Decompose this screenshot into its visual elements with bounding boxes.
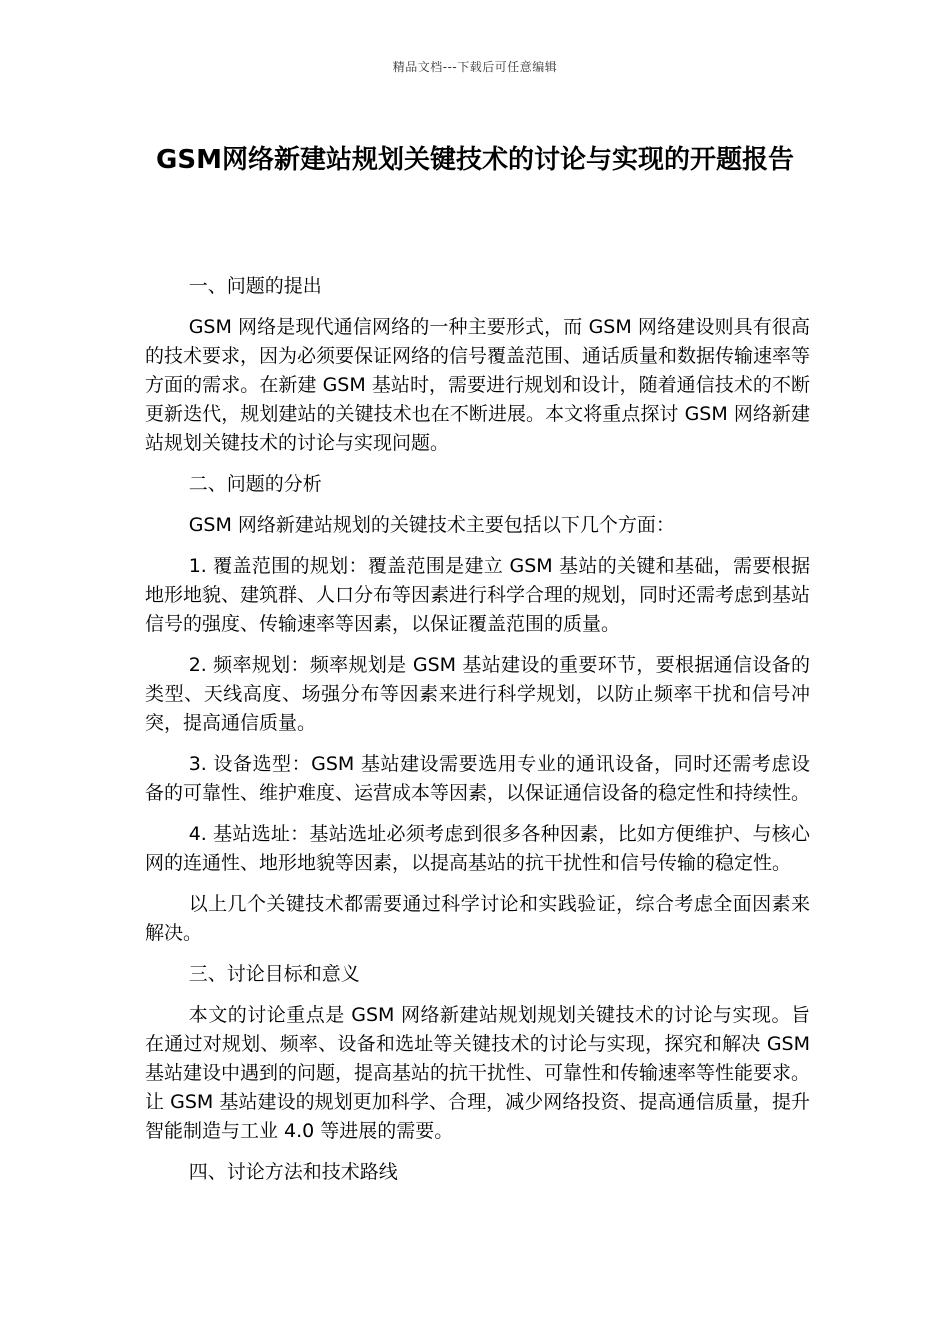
section-2-intro: GSM 网络新建站规划的关键技术主要包括以下几个方面： bbox=[188, 514, 675, 536]
section-heading-3: 三、讨论目标和意义 bbox=[188, 963, 360, 985]
section-2-item-4: 4. 基站选址：基站选址必须考虑到很多各种因素，比如方便维护、与核心网的连通性、地形地貌等因素，以提高基站的抗干扰性和信号传输的稳定性。 bbox=[145, 823, 810, 874]
section-2-item-1: 1. 覆盖范围的规划：覆盖范围是建立 GSM 基站的关键和基础，需要根据地形地貌、建筑群、人口分布等因素进行科学合理的规划，同时还需考虑到基站信号的强度、传输速率等因素，以保证覆盖范围的质量。 bbox=[145, 555, 811, 635]
section-heading-1: 一、问题的提出 bbox=[188, 275, 322, 297]
header-note: 精品文档---下载后可任意编辑 bbox=[392, 60, 558, 74]
section-3-paragraph: 本文的讨论重点是 GSM 网络新建站规划规划关键技术的讨论与实现。旨在通过对规划、频率、设备和选址等关键技术的讨论与实现，探究和解决 GSM 基站建设中遇到的问题，提高基站的抗干扰性、可靠性和传输速率等性能要求。让 GSM 基站建设的规划更加科学、合理，减少网络投资、提高通信质量，提升智能制造与工业 4.0 等进展的需要。 bbox=[145, 1004, 811, 1142]
section-1-paragraph: GSM 网络是现代通信网络的一种主要形式，而 GSM 网络建设则具有很高的技术要求，因为必须要保证网络的信号覆盖范围、通话质量和数据传输速率等方面的需求。在新建 GSM 基站时，需要进行规划和设计，随着通信技术的不断更新迭代，规划建站的关键技术也在不断进展。本文将重点探讨 GSM 网络新建站规划关键技术的讨论与实现问题。 bbox=[145, 316, 811, 454]
document-body bbox=[145, 272, 810, 1199]
section-2-summary: 以上几个关键技术都需要通过科学讨论和实践验证，综合考虑全面因素来解决。 bbox=[145, 893, 810, 944]
section-2-item-2: 2. 频率规划：频率规划是 GSM 基站建设的重要环节，要根据通信设备的类型、天线高度、场强分布等因素来进行科学规划，以防止频率干扰和信号冲突，提高通信质量。 bbox=[145, 654, 810, 734]
section-heading-4: 四、讨论方法和技术路线 bbox=[188, 1161, 398, 1183]
document-title: GSM网络新建站规划关键技术的讨论与实现的开题报告 bbox=[156, 145, 794, 175]
section-heading-2: 二、问题的分析 bbox=[188, 473, 322, 495]
section-2-item-3: 3. 设备选型：GSM 基站建设需要选用专业的通讯设备，同时还需考虑设备的可靠性、维护难度、运营成本等因素，以保证通信设备的稳定性和持续性。 bbox=[145, 753, 811, 804]
